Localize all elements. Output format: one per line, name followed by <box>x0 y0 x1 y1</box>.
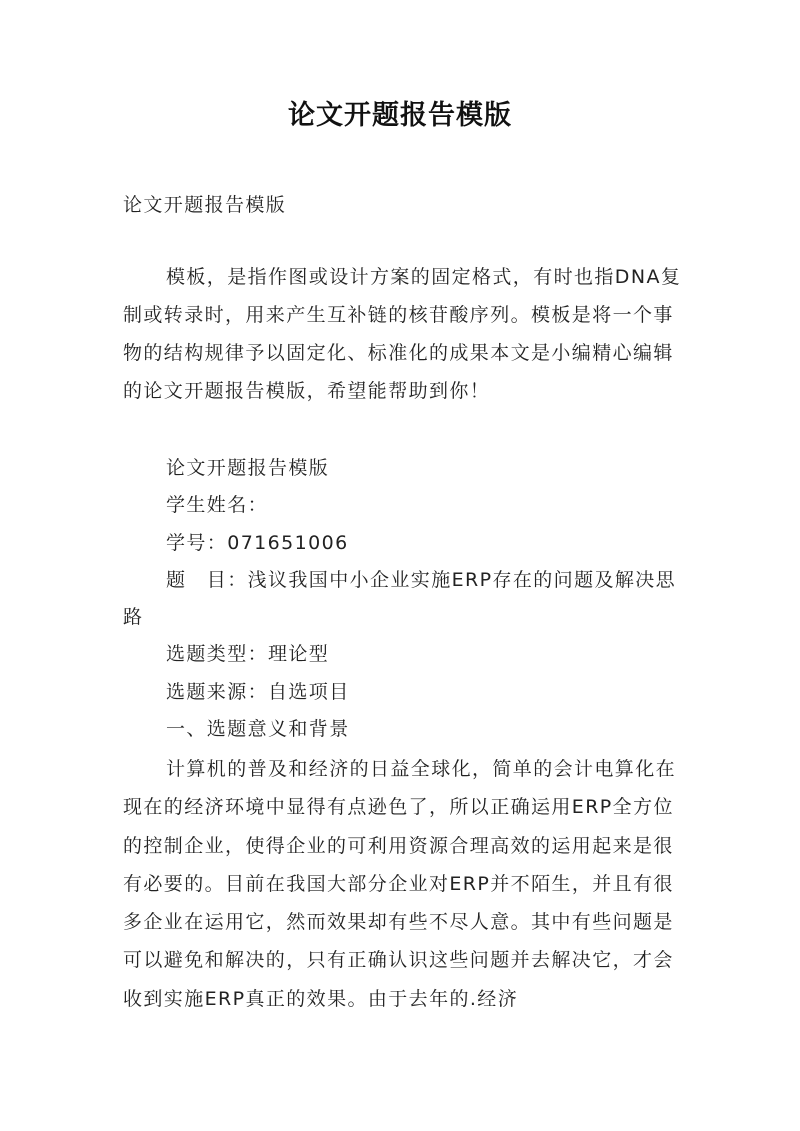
info-heading: 论文开题报告模版 <box>166 457 330 479</box>
student-id-field: 学号：071651006 <box>166 531 349 554</box>
document-title: 论文开题报告模版 <box>288 100 512 131</box>
section-heading: 一、选题意义和背景 <box>166 718 350 741</box>
topic-field: 题 目：浅议我国中小企业实施ERP存在的问题及解决思路 <box>123 568 677 629</box>
document-subtitle: 论文开题报告模版 <box>123 194 287 216</box>
topic-type-field: 选题类型：理论型 <box>166 643 330 666</box>
topic-source-field: 选题来源：自选项目 <box>166 680 350 703</box>
background-paragraph: 计算机的普及和经济的日益全球化，简单的会计电算化在现在的经济环境中显得有点逊色了，所以正确运用ERP全方位的控制企业，使得企业的可利用资源合理高效的运用起来是很有必要的。目前在我国大部分企业对ERP并不陌生，并且有很多企业在运用它，然而效果却有些不尽人意。其中有些问题是可以避免和解决的，只有正确认识这些问题并去解决它，才会收到实施ERP真正的效果。由于去年的.经济 <box>123 758 677 1010</box>
student-name-field: 学生姓名： <box>166 494 269 517</box>
intro-paragraph: 模板，是指作图或设计方案的固定格式，有时也指DNA复制或转录时，用来产生互补链的核苷酸序列。模板是将一个事物的结构规律予以固定化、标准化的成果本文是小编精心编辑的论文开题报告模版，希望能帮助到你！ <box>123 266 682 402</box>
report-info-section <box>123 450 683 748</box>
